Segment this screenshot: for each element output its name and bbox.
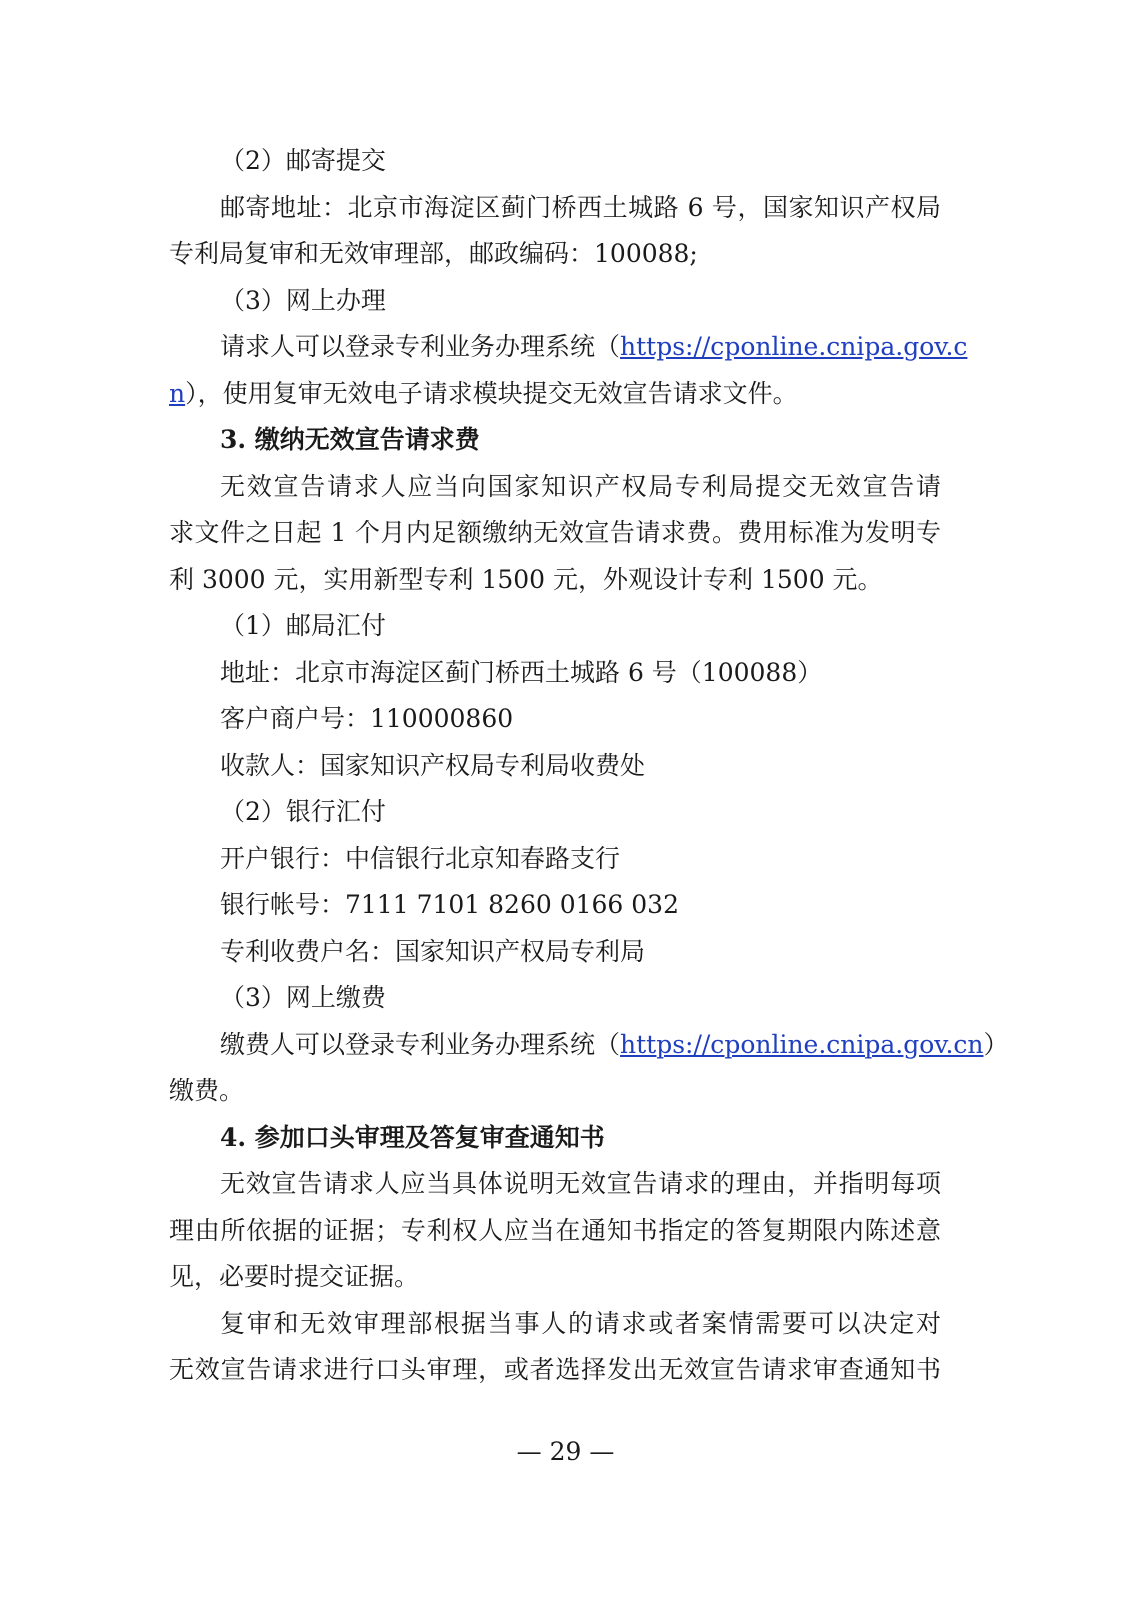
bank-name: 开户银行：中信银行北京知春路支行 [220,843,621,873]
mail-submission-heading: （2）邮寄提交 [220,146,386,175]
page-number: — 29 — [516,1437,615,1466]
fee-line-2: 求文件之日起 1 个月内足额缴纳无效宣告请求费。费用标准为发明专 [169,518,941,547]
oral-hearing-heading: 4. 参加口头审理及答复审查通知书 [220,1122,605,1152]
bank-payment-heading: （2）银行汇付 [220,797,386,826]
online-submission-text: 请求人可以登录专利业务办理系统（ [220,332,621,361]
fee-line-1: 无效宣告请求人应当向国家知识产权局专利局提交无效宣告请 [220,471,941,501]
post-payee: 收款人：国家知识产权局专利局收费处 [220,750,646,780]
post-customer-number: 客户商户号：110000860 [220,704,514,733]
cponline-link-part-2[interactable]: n [169,378,186,408]
online-payment-close-paren: ） [983,1029,1009,1059]
oral-line-5: 无效宣告请求进行口头审理，或者选择发出无效宣告请求审查通知书 [169,1355,941,1384]
oral-line-1: 无效宣告请求人应当具体说明无效宣告请求的理由，并指明每项 [220,1169,941,1198]
online-submission-text-cont: ），使用复审无效电子请求模块提交无效宣告请求文件。 [185,378,798,408]
online-payment-line-1 [169,1022,1009,1069]
fee-line-3: 利 3000 元，实用新型专利 1500 元，外观设计专利 1500 元。 [169,564,883,594]
online-submission-heading: （3）网上办理 [220,285,386,315]
bank-account: 银行帐号：7111 7101 8260 0166 032 [220,890,679,919]
online-payment-line-2: 缴费。 [169,1076,245,1105]
mail-address-line-1: 邮寄地址：北京市海淀区蓟门桥西土城路 6 号，国家知识产权局 [220,192,941,222]
oral-line-4: 复审和无效审理部根据当事人的请求或者案情需要可以决定对 [220,1308,941,1338]
document-page [169,138,1009,1394]
cponline-payment-link[interactable]: https://cponline.cnipa.gov.cn [620,1029,984,1059]
oral-line-2: 理由所依据的证据；专利权人应当在通知书指定的答复期限内陈述意 [169,1215,941,1245]
post-payment-heading: （1）邮局汇付 [220,611,386,640]
online-submission-line-2 [169,371,941,418]
oral-line-3: 见，必要时提交证据。 [169,1262,420,1291]
cponline-link-part-1[interactable]: https://cponline.cnipa.gov.c [620,332,968,361]
bank-payee: 专利收费户名：国家知识产权局专利局 [220,936,646,966]
online-submission-line-1 [169,324,968,371]
fee-section-heading: 3. 缴纳无效宣告请求费 [220,425,480,454]
online-payment-text: 缴费人可以登录专利业务办理系统（ [220,1029,621,1059]
online-payment-heading: （3）网上缴费 [220,983,386,1012]
post-address: 地址：北京市海淀区蓟门桥西土城路 6 号（100088） [220,657,823,687]
mail-address-line-2: 专利局复审和无效审理部，邮政编码：100088; [169,239,698,268]
